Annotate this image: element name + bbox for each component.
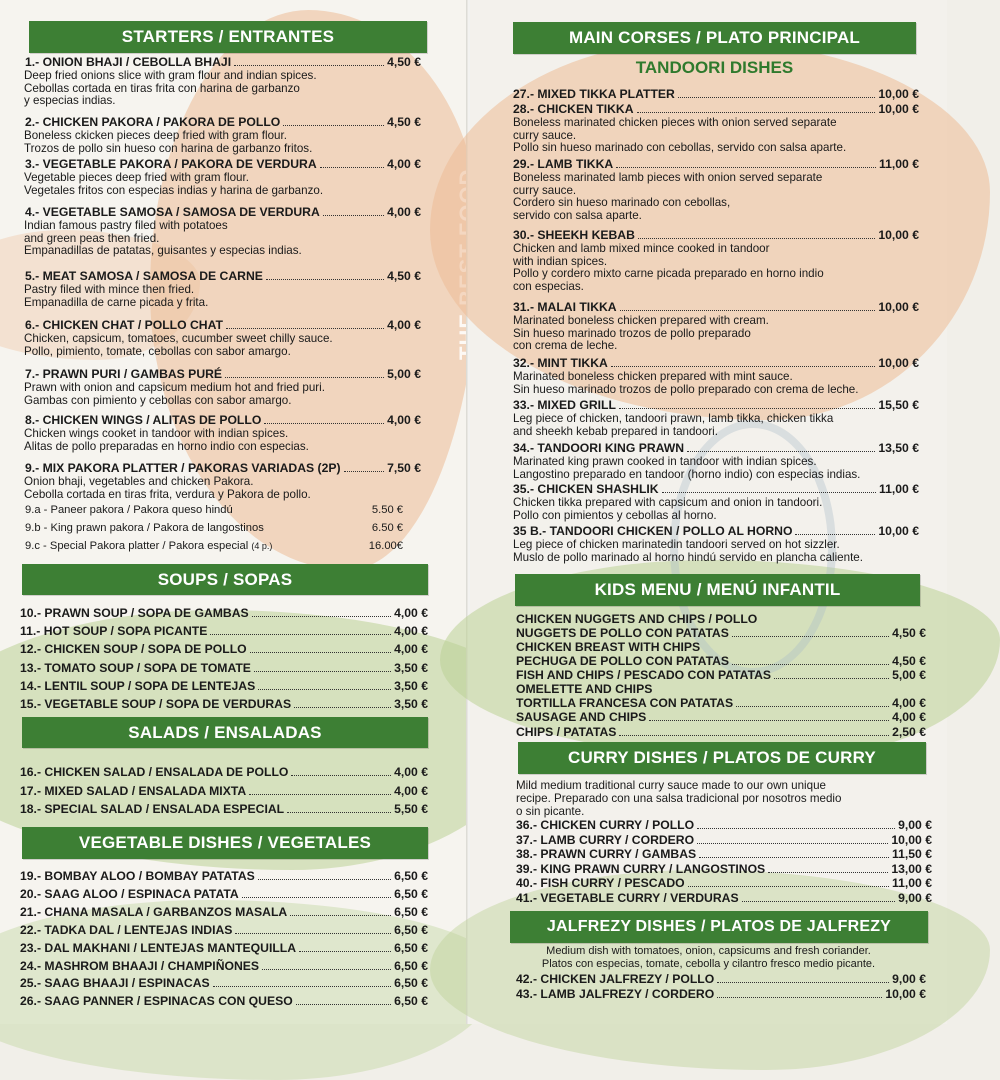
starter-item xyxy=(25,55,421,69)
item-description: Indian famous pastry filed with potatoes xyxy=(24,219,228,232)
item-price: 11,00 € xyxy=(879,482,919,496)
tandoori-item xyxy=(513,524,919,538)
item-description: Cebollas cortada en tiras frita con harina de garbanzo xyxy=(24,81,300,95)
soup-item xyxy=(20,606,428,620)
item-description: Chicken wings cooket in tandoor with indian spices. xyxy=(24,427,289,440)
kids-item-line: CHICKEN NUGGETS AND CHIPS / POLLO xyxy=(516,612,758,626)
item-name: 35 B.- TANDOORI CHICKEN / POLLO AL HORNO xyxy=(513,524,793,538)
dot-leader xyxy=(234,65,384,66)
item-price: 15,50 € xyxy=(878,398,919,412)
sub-item-name: 9.c - Special Pakora platter / Pakora especial (4 p.) xyxy=(25,540,273,552)
item-name: NUGGETS DE POLLO CON PATATAS xyxy=(516,626,729,640)
starters-header: STARTERS / ENTRANTES xyxy=(29,21,427,53)
item-price: 5,50 € xyxy=(394,802,428,816)
dot-leader xyxy=(616,167,876,168)
dot-leader xyxy=(662,492,876,493)
item-name: 39.- KING PRAWN CURRY / LANGOSTINOS xyxy=(516,861,766,876)
soup-item xyxy=(20,642,428,656)
vegetable-item xyxy=(20,959,428,973)
item-price: 4,50 € xyxy=(892,626,926,640)
item-description: o sin picante. xyxy=(516,804,585,818)
item-price: 10,00 € xyxy=(878,228,919,242)
item-name: FISH AND CHIPS / PESCADO CON PATATAS xyxy=(516,668,772,682)
sub-item xyxy=(25,503,403,517)
jalfrezy-item xyxy=(516,972,926,986)
sub-item-price: 16.00€ xyxy=(368,540,403,552)
vegetable-item xyxy=(20,923,428,937)
item-description: Chicken and lamb mixed mince cooked in tandoor xyxy=(513,242,770,255)
item-name: 7.- PRAWN PURI / GAMBAS PURÉ xyxy=(25,367,223,381)
item-price: 6,50 € xyxy=(394,940,428,955)
item-name: 15.- VEGETABLE SOUP / SOPA DE VERDURAS xyxy=(20,697,292,711)
dot-leader xyxy=(296,1004,391,1005)
item-name: 27.- MIXED TIKKA PLATTER xyxy=(513,87,675,101)
starter-item xyxy=(25,461,421,475)
item-description: Muslo de pollo marinado al horno hindú servido en plancha caliente. xyxy=(513,550,863,564)
item-price: 6,50 € xyxy=(394,922,428,937)
item-name: 14.- LENTIL SOUP / SOPA DE LENTEJAS xyxy=(20,678,256,693)
item-name: 42.- CHICKEN JALFREZY / POLLO xyxy=(516,972,715,986)
dot-leader xyxy=(320,167,384,168)
dot-leader xyxy=(294,707,391,708)
dot-leader xyxy=(287,812,391,813)
item-price: 6,50 € xyxy=(394,904,428,919)
starter-item xyxy=(25,205,421,219)
item-price: 11,50 € xyxy=(892,847,932,861)
salad-item xyxy=(20,765,428,779)
item-price: 6,50 € xyxy=(394,976,428,991)
item-name: 21.- CHANA MASALA / GARBANZOS MASALA xyxy=(20,904,288,919)
item-price: 10,00 € xyxy=(878,102,919,116)
dot-leader xyxy=(258,689,391,690)
item-name: 43.- LAMB JALFREZY / CORDERO xyxy=(516,987,715,1001)
dot-leader xyxy=(697,828,895,829)
item-name: 40.- FISH CURRY / PESCADO xyxy=(516,876,685,890)
item-name: 31.- MALAI TIKKA xyxy=(513,300,617,314)
tandoori-item xyxy=(513,102,919,116)
item-price: 11,00 € xyxy=(892,876,932,890)
item-description: y especias indias. xyxy=(24,94,116,107)
item-name: 6.- CHICKEN CHAT / POLLO CHAT xyxy=(25,318,223,332)
item-price: 10,00 € xyxy=(878,524,919,538)
dot-leader xyxy=(688,886,889,887)
dot-leader xyxy=(619,735,889,736)
item-price: 4,00 € xyxy=(387,157,421,171)
vegetable-item xyxy=(20,976,428,990)
dot-leader xyxy=(252,616,391,617)
item-price: 6,50 € xyxy=(394,958,428,973)
item-name: 20.- SAAG ALOO / ESPINACA PATATA xyxy=(20,886,239,901)
dot-leader xyxy=(290,915,391,916)
item-price: 3,50 € xyxy=(394,660,428,675)
item-price: 4,00 € xyxy=(394,765,428,779)
jalfrezy-header: JALFREZY DISHES / PLATOS DE JALFREZY xyxy=(510,911,928,943)
dot-leader xyxy=(213,986,391,987)
item-description: curry sauce. xyxy=(513,183,577,197)
item-description: recipe. Preparado con una salsa tradicional por nosotros medio xyxy=(516,791,842,805)
item-description: Chicken tikka prepared with capsicum and onion in tandoori. xyxy=(513,496,823,509)
item-description: Pollo y cordero mixto carne picada preparado en horno indio xyxy=(513,267,824,281)
item-price: 4,00 € xyxy=(387,205,421,219)
item-description: with indian spices. xyxy=(513,254,608,268)
sub-item xyxy=(25,521,403,535)
item-description: Marinated boneless chicken prepared with cream. xyxy=(513,314,769,327)
item-price: 6,50 € xyxy=(394,869,428,883)
item-name: 26.- SAAG PANNER / ESPINACAS CON QUESO xyxy=(20,994,293,1009)
dot-leader xyxy=(795,534,875,535)
item-price: 4,00 € xyxy=(394,606,428,620)
soup-item xyxy=(20,679,428,693)
sub-item-note: (4 p.) xyxy=(251,541,273,551)
item-price: 4,50 € xyxy=(892,654,926,668)
dot-leader xyxy=(258,879,391,880)
item-description: Pastry filed with mince then fried. xyxy=(24,283,195,296)
item-description: curry sauce. xyxy=(513,128,577,142)
kids-menu-header: KIDS MENU / MENÚ INFANTIL xyxy=(515,574,920,606)
item-name: 19.- BOMBAY ALOO / BOMBAY PATATAS xyxy=(20,869,255,883)
kids-item xyxy=(516,710,926,724)
jalfrezy-intro-line: Platos con especias, tomate, cebolla y cilantro fresco medio picante. xyxy=(541,957,876,970)
starter-item xyxy=(25,318,421,332)
salad-item xyxy=(20,802,428,816)
item-name: 23.- DAL MAKHANI / LENTEJAS MANTEQUILLA xyxy=(20,940,297,955)
item-name: PECHUGA DE POLLO CON PATATAS xyxy=(516,654,730,668)
item-price: 4,00 € xyxy=(892,710,926,724)
item-description: Mild medium traditional curry sauce made to our own unique xyxy=(516,779,826,792)
dot-leader xyxy=(323,215,384,216)
item-description: and green peas then fried. xyxy=(24,231,160,245)
dot-leader xyxy=(262,969,391,970)
item-price: 6,50 € xyxy=(394,994,428,1009)
vegetable-header: VEGETABLE DISHES / VEGETALES xyxy=(22,827,428,859)
dot-leader xyxy=(687,451,875,452)
item-price: 13,50 € xyxy=(878,441,919,455)
curry-item xyxy=(516,818,932,832)
item-name: 22.- TADKA DAL / LENTEJAS INDIAS xyxy=(20,922,233,937)
item-name: 35.- CHICKEN SHASHLIK xyxy=(513,482,659,496)
item-price: 4,50 € xyxy=(387,55,421,69)
dot-leader xyxy=(254,671,391,672)
dot-leader xyxy=(732,664,889,665)
sub-item-name: 9.a - Paneer pakora / Pakora queso hindú xyxy=(25,504,233,516)
item-name: 38.- PRAWN CURRY / GAMBAS xyxy=(516,847,697,861)
starter-item xyxy=(25,115,421,129)
item-name: 4.- VEGETABLE SAMOSA / SAMOSA DE VERDURA xyxy=(25,205,320,219)
dot-leader xyxy=(611,366,876,367)
item-name: 17.- MIXED SALAD / ENSALADA MIXTA xyxy=(20,783,247,798)
tandoori-item xyxy=(513,300,919,314)
kids-item-line: OMELETTE AND CHIPS xyxy=(516,682,653,696)
tandoori-item xyxy=(513,228,919,242)
item-price: 6,50 € xyxy=(394,886,428,901)
kids-item-line: CHICKEN BREAST WITH CHIPS xyxy=(516,640,701,654)
soup-item xyxy=(20,697,428,711)
dot-leader xyxy=(768,872,888,873)
item-name: 11.- HOT SOUP / SOPA PICANTE xyxy=(20,624,208,639)
item-price: 4,00 € xyxy=(387,413,421,427)
item-price: 10,00 € xyxy=(878,87,919,101)
item-price: 10,00 € xyxy=(878,356,919,370)
dot-leader xyxy=(283,125,384,126)
left-menu-page xyxy=(0,0,468,1024)
vegetable-item xyxy=(20,887,428,901)
item-name: CHIPS / PATATAS xyxy=(516,725,617,739)
jalfrezy-item xyxy=(516,987,926,1001)
dot-leader xyxy=(242,897,391,898)
dot-leader xyxy=(210,634,391,635)
tandoori-item xyxy=(513,482,919,496)
dot-leader xyxy=(649,720,889,721)
curry-item xyxy=(516,847,932,861)
item-price: 4,00 € xyxy=(387,318,421,332)
item-price: 3,50 € xyxy=(394,678,428,693)
item-description: Sin hueso marinado trozos de pollo preparado xyxy=(513,326,751,340)
item-price: 9,00 € xyxy=(898,818,932,832)
item-description: Leg piece of chicken marinatedin tandoori served on hot sizzler. xyxy=(513,538,840,551)
dot-leader xyxy=(699,857,889,858)
starter-item xyxy=(25,413,421,427)
main-courses-header: MAIN CORSES / PLATO PRINCIPAL xyxy=(513,22,916,54)
item-price: 4,50 € xyxy=(387,115,421,129)
kids-item xyxy=(516,668,926,682)
item-description: Marinated boneless chicken prepared with mint sauce. xyxy=(513,370,793,383)
item-description: Vegetable pieces deep fried with gram flour. xyxy=(24,171,249,184)
dot-leader xyxy=(299,951,391,952)
item-price: 4,00 € xyxy=(394,783,428,798)
item-name: 3.- VEGETABLE PAKORA / PAKORA DE VERDURA xyxy=(25,157,317,171)
sub-item-price: 6.50 € xyxy=(371,522,403,534)
item-description: Pollo con pimientos y cebollas al horno. xyxy=(513,508,717,522)
curry-item xyxy=(516,862,932,876)
item-price: 2,50 € xyxy=(892,725,926,739)
item-description: Onion bhaji, vegetables and chicken Pakora. xyxy=(24,475,254,488)
starter-item xyxy=(25,157,421,171)
item-name: 16.- CHICKEN SALAD / ENSALADA DE POLLO xyxy=(20,765,289,779)
soup-item xyxy=(20,661,428,675)
soup-item xyxy=(20,624,428,638)
dot-leader xyxy=(249,794,391,795)
starter-item xyxy=(25,269,421,283)
starter-item xyxy=(25,367,421,381)
item-name: 33.- MIXED GRILL xyxy=(513,398,616,412)
kids-item xyxy=(516,696,926,710)
item-price: 10,00 € xyxy=(878,300,919,314)
dot-leader xyxy=(742,901,896,902)
item-name: 13.- TOMATO SOUP / SOPA DE TOMATE xyxy=(20,660,251,675)
item-price: 4,00 € xyxy=(394,642,428,657)
item-description: and sheekh kebab prepared in tandoori. xyxy=(513,424,718,438)
tandoori-item xyxy=(513,356,919,370)
sub-item xyxy=(25,539,403,553)
item-description: con especias. xyxy=(513,280,584,294)
jalfrezy-intro-line: Medium dish with tomatoes, onion, capsicums and fresh coriander. xyxy=(546,945,871,957)
item-description: Cordero sin hueso marinado con cebollas, xyxy=(513,196,731,210)
item-name: 32.- MINT TIKKA xyxy=(513,356,608,370)
item-description: Boneless ckicken pieces deep fried with gram flour. xyxy=(24,129,287,142)
dot-leader xyxy=(226,328,384,329)
item-price: 7,50 € xyxy=(387,461,421,475)
item-name: 9.- MIX PAKORA PLATTER / PAKORAS VARIADAS (2P) xyxy=(25,461,341,475)
tandoori-item xyxy=(513,398,919,412)
item-description: con crema de leche. xyxy=(513,339,618,353)
item-price: 10,00 € xyxy=(891,832,932,847)
vegetable-item xyxy=(20,994,428,1008)
dot-leader xyxy=(736,706,889,707)
item-description: Cebolla cortada en tiras frita, verdura y Pakora de pollo. xyxy=(24,487,311,501)
dot-leader xyxy=(266,279,384,280)
item-price: 4,00 € xyxy=(892,696,926,710)
dot-leader xyxy=(619,408,875,409)
item-price: 5,00 € xyxy=(892,668,926,682)
dot-leader xyxy=(638,238,875,239)
dot-leader xyxy=(717,982,889,983)
kids-item xyxy=(516,626,926,640)
dot-leader xyxy=(678,97,875,98)
dot-leader xyxy=(774,678,889,679)
item-price: 9,00 € xyxy=(892,972,926,986)
item-name: 37.- LAMB CURRY / CORDERO xyxy=(516,832,695,847)
curry-item xyxy=(516,891,932,905)
sub-item-name: 9.b - King prawn pakora / Pakora de langostinos xyxy=(25,522,264,534)
tandoori-subheader: TANDOORI DISHES xyxy=(635,58,794,77)
curry-header: CURRY DISHES / PLATOS DE CURRY xyxy=(518,742,926,774)
curry-item xyxy=(516,876,932,890)
item-description: Pollo, pimiento, tomate, cebollas con sabor amargo. xyxy=(24,344,291,358)
item-name: 24.- MASHROM BHAAJI / CHAMPIÑONES xyxy=(20,958,260,973)
item-description: Trozos de pollo sin hueso con harina de garbanzo fritos. xyxy=(24,141,313,155)
item-name: TORTILLA FRANCESA CON PATATAS xyxy=(516,696,734,710)
salads-header: SALADS / ENSALADAS xyxy=(22,717,428,748)
dot-leader xyxy=(225,377,384,378)
tandoori-item xyxy=(513,157,919,171)
kids-item xyxy=(516,725,926,739)
item-description: Chicken, capsicum, tomatoes, cucumber sweet chilly sauce. xyxy=(24,332,333,345)
dot-leader xyxy=(250,652,391,653)
item-price: 3,50 € xyxy=(394,697,428,711)
item-description: Gambas con pimiento y cebollas con sabor amargo. xyxy=(24,393,292,407)
dot-leader xyxy=(344,471,385,472)
dot-leader xyxy=(697,843,888,844)
item-description: Leg piece of chicken, tandoori prawn, lamb tikka, chicken tikka xyxy=(513,412,834,425)
item-description: servido con salsa aparte. xyxy=(513,209,642,223)
item-description: Alitas de pollo preparadas en horno indio con especias. xyxy=(24,439,309,453)
dot-leader xyxy=(291,775,391,776)
item-name: 34.- TANDOORI KING PRAWN xyxy=(513,441,685,455)
dot-leader xyxy=(620,310,876,311)
item-name: 29.- LAMB TIKKA xyxy=(513,157,614,171)
item-description: Langostino preparado en tandoor (horno indio) con especias indias. xyxy=(513,467,861,481)
vegetable-item xyxy=(20,869,428,883)
item-description: Pollo sin hueso marinado con cebollas, servido con salsa aparte. xyxy=(513,141,847,155)
item-price: 4,00 € xyxy=(394,624,428,639)
item-description: Deep fried onions slice with gram flour and indian spices. xyxy=(24,69,317,82)
item-name: 36.- CHICKEN CURRY / POLLO xyxy=(516,818,695,832)
item-price: 11,00 € xyxy=(879,157,919,171)
item-description: Boneless marinated chicken pieces with onion served separate xyxy=(513,116,837,129)
salad-item xyxy=(20,784,428,798)
item-description: Empanadilla de carne picada y frita. xyxy=(24,295,209,309)
item-name: 30.- SHEEKH KEBAB xyxy=(513,228,635,242)
item-description: Vegetales fritos con especias indias y harina de garbanzo. xyxy=(24,183,324,197)
item-name: 18.- SPECIAL SALAD / ENSALADA ESPECIAL xyxy=(20,802,285,816)
item-description: Empanadillas de patatas, guisantes y especias indias. xyxy=(24,244,302,257)
right-menu-page xyxy=(470,0,947,1024)
dot-leader xyxy=(637,112,876,113)
item-price: 4,50 € xyxy=(387,269,421,283)
dot-leader xyxy=(732,636,889,637)
item-price: 13,00 € xyxy=(891,861,932,876)
item-price: 5,00 € xyxy=(387,367,421,381)
dot-leader xyxy=(235,933,391,934)
vegetable-item xyxy=(20,941,428,955)
item-name: 25.- SAAG BHAAJI / ESPINACAS xyxy=(20,976,210,991)
item-price: 9,00 € xyxy=(898,890,932,905)
item-name: 8.- CHICKEN WINGS / ALITAS DE POLLO xyxy=(25,413,262,427)
item-name: 2.- CHICKEN PAKORA / PAKORA DE POLLO xyxy=(25,115,281,129)
dot-leader xyxy=(717,997,882,998)
item-description: Sin hueso marinado trozos de pollo preparado con crema de leche. xyxy=(513,382,859,396)
tandoori-item xyxy=(513,87,919,101)
item-name: 28.- CHICKEN TIKKA xyxy=(513,102,634,116)
item-name: 5.- MEAT SAMOSA / SAMOSA DE CARNE xyxy=(25,269,263,283)
vegetable-item xyxy=(20,905,428,919)
item-description: Marinated king prawn cooked in tandoor with indian spices. xyxy=(513,455,817,468)
soups-header: SOUPS / SOPAS xyxy=(22,564,428,595)
item-price: 10,00 € xyxy=(885,987,926,1001)
dot-leader xyxy=(264,423,384,424)
kids-item xyxy=(516,654,926,668)
item-description: Prawn with onion and capsicum medium hot and fried puri. xyxy=(24,381,325,394)
item-name: 10.- PRAWN SOUP / SOPA DE GAMBAS xyxy=(20,606,249,620)
curry-item xyxy=(516,833,932,847)
item-description: Boneless marinated lamb pieces with onion served separate xyxy=(513,171,823,184)
item-name: 41.- VEGETABLE CURRY / VERDURAS xyxy=(516,890,739,905)
sub-item-price: 5.50 € xyxy=(371,504,403,516)
item-name: 1.- ONION BHAJI / CEBOLLA BHAJI xyxy=(25,55,232,69)
tandoori-item xyxy=(513,441,919,455)
item-name: SAUSAGE AND CHIPS xyxy=(516,710,647,724)
item-name: 12.- CHICKEN SOUP / SOPA DE POLLO xyxy=(20,642,247,657)
